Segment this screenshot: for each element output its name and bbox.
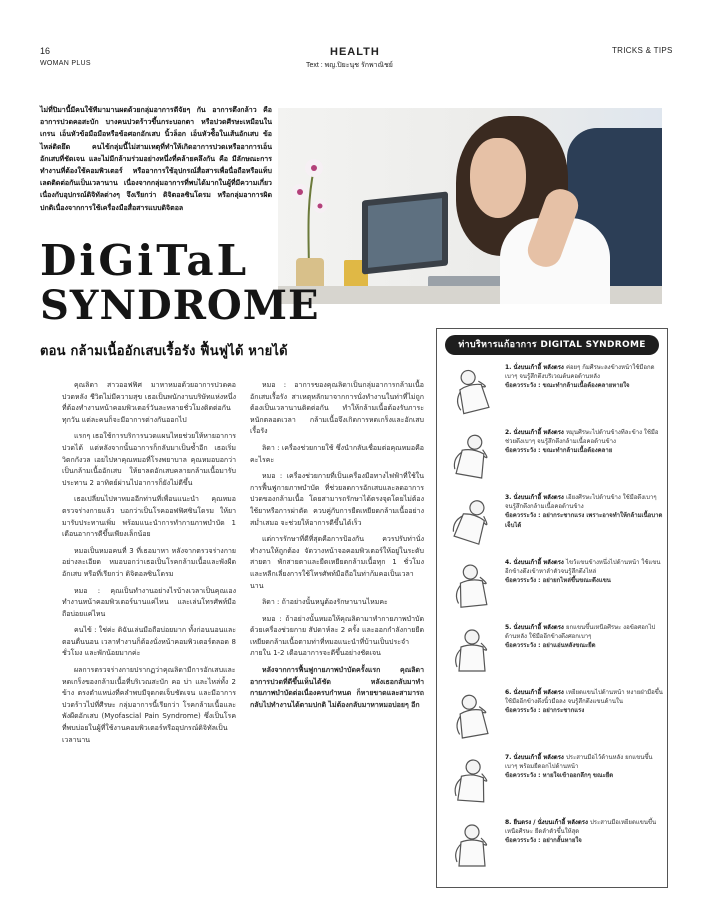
exercise-description: เอียงศีรษะไปด้านข้าง ใช้มือดึงเบาๆ จนรู้สึกตึงกล้ามเนื้อคอด้านข้าง [505,494,657,511]
exercise-figure-icon [443,753,501,811]
exercise-name: 2. นั่งบนเก้าอี้ หลังตรง [505,429,566,436]
paragraph: เธอเปลี่ยนไปหาหมออีกท่านที่เพื่อนแนะนำ คุณหมอตรวจร่างกายแล้ว บอกว่าเป็นโรคออฟฟิศซินโดรม ให้ยามารับประทานเพิ่ม พร้อมแนะนำการทำกายภาพบำบัด 1 เดือนอาการดีขึ้นเพียงเล็กน้อย [62,495,236,539]
article-subtitle: ตอน กล้ามเนื้ออักเสบเรื้อรัง ฟื้นฟูได้ หายได้ [40,344,288,359]
title-digital: DiGiTaL [40,236,250,285]
woman-face [470,138,526,218]
laptop [362,191,448,274]
exercise-caution: ข้อควรระวัง : ขณะทำกล้ามเนื้อต้องคลายหายใจ [505,382,630,390]
paragraph: คุณลิดา สาวออฟฟิศ มาหาหมอด้วยอาการปวดคอ ปวดหลัง ชีวิตไม่มีความสุข เธอเป็นพนักงานบริษัทแห่งหนึ่ง ที่ต้องทำงานหน้าคอมพิวเตอร์วันละหลายชั่วโมงติดต่อกันทุกวัน แต่ละคนก็จะมีอาการต่างกันออกไป [62,381,236,424]
exercise-figure-icon [443,493,501,551]
exercise-description: ไขว้แขนข้างหนึ่งไปด้านหน้า ใช้แขนอีกข้างดึงเข้าหาลำตัวจนรู้สึกตึงไหล่ [505,559,661,576]
body-column-2 [250,380,424,716]
paragraph: แรกๆ เธอใช้การบริการนวดแผนไทยช่วยให้หายอาการปวดได้ แต่หลังจากนั้นอาการก็กลับมาเป็นซ้ำอีก เธอเริ่มวิตกกังวล เอยไปหาคุณหมอที่โรงพยาบาล คุณหมอบอกว่าเป็นกล้ามเนื้ออักเสบ ให้ยาลดอักเสบคลายกล้ามเนื้อมารับประทาน 2 อาทิตย์ผ่านไปอาการก็ยังไม่ดีขึ้น [62,432,237,487]
hero-photo [278,108,662,304]
exercise-figure-icon [443,818,501,876]
section-title: HEALTH [330,46,380,58]
exercise-description: ยกแขนขึ้นเหนือศีรษะ งอข้อศอกไปด้านหลัง ใช้มืออีกข้างดึงศอกเบาๆ [505,624,656,641]
exercise-name: 1. นั่งบนเก้าอี้ หลังตรง [505,364,566,371]
body-column-1 [62,380,236,751]
paragraph: ลิดา : ถ้าอย่างนั้นหนูต้องรักษานานไหมคะ [262,598,388,607]
exercise-description: ค่อยๆ ก้มศีรษะลงข้างหน้าใช้มือกดเบาๆ จนรู้สึกตึงบริเวณต้นคอด้านหลัง [505,364,655,381]
paragraph: หมอ : อาการของคุณลิดาเป็นกลุ่มอาการกล้ามเนื้ออักเสบเรื้อรัง สาเหตุหลักมาจากการนั่งทำงานในท่าที่ไม่ถูกต้องเป็นเวลานานติดต่อกัน ทำให้กล้ามเนื้อต้องรับภาระหนักตลอดเวลา กล้ามเนื้อจึงเกิดการหดเกร็งและอักเสบเรื้อรัง [250,381,424,436]
exercise-description: หมุนศีรษะไปด้านข้างทีละข้าง ใช้มือช่วยดึงเบาๆ จนรู้สึกตึงกล้ามเนื้อคอด้านข้าง [505,429,659,446]
intro-paragraph: ไม่ที่ปิมานี้มีคนใช้ทีมามานผดด้วยกลุ่มอาการดีจัยๆ กัน อาการตึงกล้าว คือ อาการปวดคอสะบัก บางคนปวดร้าวขึ้นกระบอกตา หรือปวดศีรษะเหมือนในเกรน เอ็นหัวข้อมือมือหรือข้อศอกอักเสบ นิ้วล็อก เอ็นหัวซ้ือในเส้นอักเสบ ข้อไหล่ติดยึด คนไข้กลุ่มนี้ไม่สามเหตุที่ทำให้เกิดอาการปวดเหรืออาการเอ็นอักเสบที่ชัดเจน และไม่มีกล้ามร่วมอย่างหนึ่งที่คล้ายคลึงกัน คือ มีลักษณะการทำงานที่ต้องใช้คอมพิวเตอร์ หรืออาการใช้อุปกรณ์สื่อสารเพื่อนื่อถือหรือแท็บเลตติดต่อกันเป็นเวลานาน เนื่องจากกลุ่มอาการที่พบได้มากในผู้ที่มีความเกี่ยวเนื่องกับอุปกรณ์ดิจิทัลต่างๆ จึงเรียกว่า ดิจิตอลซินโดรม หรือกลุ่มอาการผิดปกติเนื่องจากการใช้เครื่องมือสื่อสารแบบดิจิตอล [40,106,272,212]
exercise-caution: ข้อควรระวัง : อย่ากลั้นหายใจ [505,837,582,845]
exercise-caution: ข้อควรระวัง : หายใจเข้าออกลึกๆ ขณะยืด [505,772,614,780]
paragraph: ผลการตรวจร่างกายปรากฏว่าคุณลิดามีการอักเสบและหดเกร็งของกล้ามเนื้อที่บริเวณสะบัก คอ บ่า และไหล่ทั้ง 2 ข้าง ตรงตำแหน่งที่คลำพบมีจุดกดเจ็บชัดเจน และมีอาการปวดร้าวไปที่ศีรษะ กลุ่มอาการนี้เรียกว่า โรคกล้ามเนื้อและพังผืดอักเสบ (Myofascial Pain Syndrome) ซึ่งเป็นโรคที่พบบ่อยในผู้ที่ใช้งานคอมพิวเตอร์หรืออุปกรณ์ดิจิทัลเป็นเวลานาน [62,666,236,744]
exercise-caution: ข้อควรระวัง : อย่าแอ่นหลังขณะยืด [505,642,596,650]
exercise-figure-icon [443,623,501,681]
paragraph: แต่การรักษาที่ดีที่สุดคือการป้องกัน ควรปรับท่านั่งทำงานให้ถูกต้อง จัดวางหน้าจอคอมพิวเตอร์ให้อยู่ในระดับสายตา พักสายตาและยืดเหยียดกล้ามเนื้อทุก 1 ชั่วโมง และหลีกเลี่ยงการใช้โทรศัพท์มือถือในท่าก้มคอเป็นเวลานาน [250,535,424,590]
exercise-figure-icon [443,428,501,486]
paragraph: หมอเป็นหมอคนที่ 3 ที่เธอมาหา หลังจากตรวจร่างกายอย่างละเอียด หมอบอกว่าเธอเป็นโรคกล้ามเนื้อและพังผืดอักเสบ หรือที่เรียกว่า ดิจิตอลซินโดรม [62,546,236,578]
magazine-name: WOMAN PLUS [40,60,91,67]
title-syndrome: SYNDROME [40,282,320,329]
exercise-figure-icon [443,688,501,746]
exercise-figure-icon [443,363,501,421]
section-tag: TRICKS & TIPS [612,46,673,55]
exercise-header: ท่าบริหารแก้อาการ DIGITAL SYNDROME [445,335,659,355]
exercise-name: 4. นั่งบนเก้าอี้ หลังตรง [505,559,566,566]
paragraph: คนไข้ : ใช่ค่ะ ดิฉันเล่นมือถือบ่อยมาก ทั้งก่อนนอนและตอนตื่นนอน เวลาทำงานก็ต้องนั่งหน้าคอมพิวเตอร์ตลอด 8 ชั่วโมง และพักน้อยมากค่ะ [62,626,236,658]
paragraph: หมอ : เครื่องช่วยกายที่เป็นเครื่องมือทางไฟฟ้าที่ใช้ในการฟื้นฟูกายภาพบำบัด ที่ช่วยลดการอักเสบและลดอาการปวดของกล้ามเนื้อ โดยสามารถรักษาได้ตรงจุดโดยไม่ต้องใช้ยาหรือการผ่าตัด ควบคู่กับการยืดเหยียดกล้ามเนื้ออย่างสม่ำเสมอ จะช่วยให้อาการดีขึ้นได้เร็ว [250,472,424,527]
paragraph: หลังจากการฟื้นฟูกายภาพบำบัดครั้งแรก คุณลิดาอาการปวดที่ดีขึ้นเห็นได้ชัด หลังเธอกลับมาทำกายภาพบำบัดต่อเนื่องครบกำหนด ก็หายขาดและสามารถกลับไปทำงานได้ตามปกติ ไม่ต้องกลับมาหาหมอบ่อยๆ อีก [250,666,424,709]
exercise-name: 6. นั่งบนเก้าอี้ หลังตรง [505,689,566,696]
exercise-name: 7. นั่งบนเก้าอี้ หลังตรง [505,754,566,761]
exercise-figure-icon [443,558,501,616]
byline: Text : พญ.ปิยะนุช รักพาณิชย์ [306,62,393,69]
exercise-description: ประสานมือไว้ด้านหลัง ยกแขนขึ้นเบาๆ พร้อมยืดอกไปด้านหน้า [505,754,653,771]
exercise-caution: ข้อควรระวัง : อย่ากระชากแรง [505,707,585,715]
exercise-name: 3. นั่งบนเก้าอี้ หลังตรง [505,494,566,501]
exercise-sidebar [436,328,668,888]
exercise-caution: ข้อควรระวัง : อย่ายกไหล่ขึ้นขณะดึงแขน [505,577,611,585]
exercise-caution: ข้อควรระวัง : อย่ากระชากแรง เพราะอาจทำให้กล้ามเนื้อบาดเจ็บได้ [505,512,663,529]
exercise-caution: ข้อควรระวัง : ขณะทำกล้ามเนื้อต้องคลาย [505,447,613,455]
exercise-description: เหยียดแขนไปด้านหน้า หงายฝ่ามือขึ้น ใช้มืออีกข้างดึงนิ้วมือลง จนรู้สึกตึงแขนด้านใน [505,689,663,706]
paragraph: หมอ : คุณเป็นทำงานอย่างไรบ้างเวลาเป็นคุณเอง ทำงานหน้าคอมพิวเตอร์นานแค่ไหน และเล่นโทรศัพท์มือถือบ่อยแค่ไหน [62,586,236,618]
page-number: 16 [40,46,51,56]
exercise-name: 5. นั่งบนเก้าอี้ หลังตรง [505,624,566,631]
exercise-description: ประสานมือเหยียดแขนขึ้นเหนือศีรษะ ยืดลำตัวขึ้นให้สุด [505,819,657,836]
paragraph: ลิดา : เครื่องช่วยกายใช้ ซึ่งนำกลับเชื่อมต่อคุณหมอคือคะไรคะ [250,443,424,464]
exercise-name: 8. ยืนตรง / นั่งบนเก้าอี้ หลังตรง [505,819,590,826]
paragraph: หมอ : ถ้าอย่างนั้นหมอให้คุณลิดามาทำกายภาพบำบัดด้วยเครื่องช่วยกาย สัปดาห์ละ 2 ครั้ง และออกกำลังกายยืดเหยียดกล้ามเนื้อตามท่าที่หมอแนะนำที่บ้านเป็นประจำ ภายใน 1-2 เดือนอาการจะดีขึ้นอย่างชัดเจน [250,614,424,658]
